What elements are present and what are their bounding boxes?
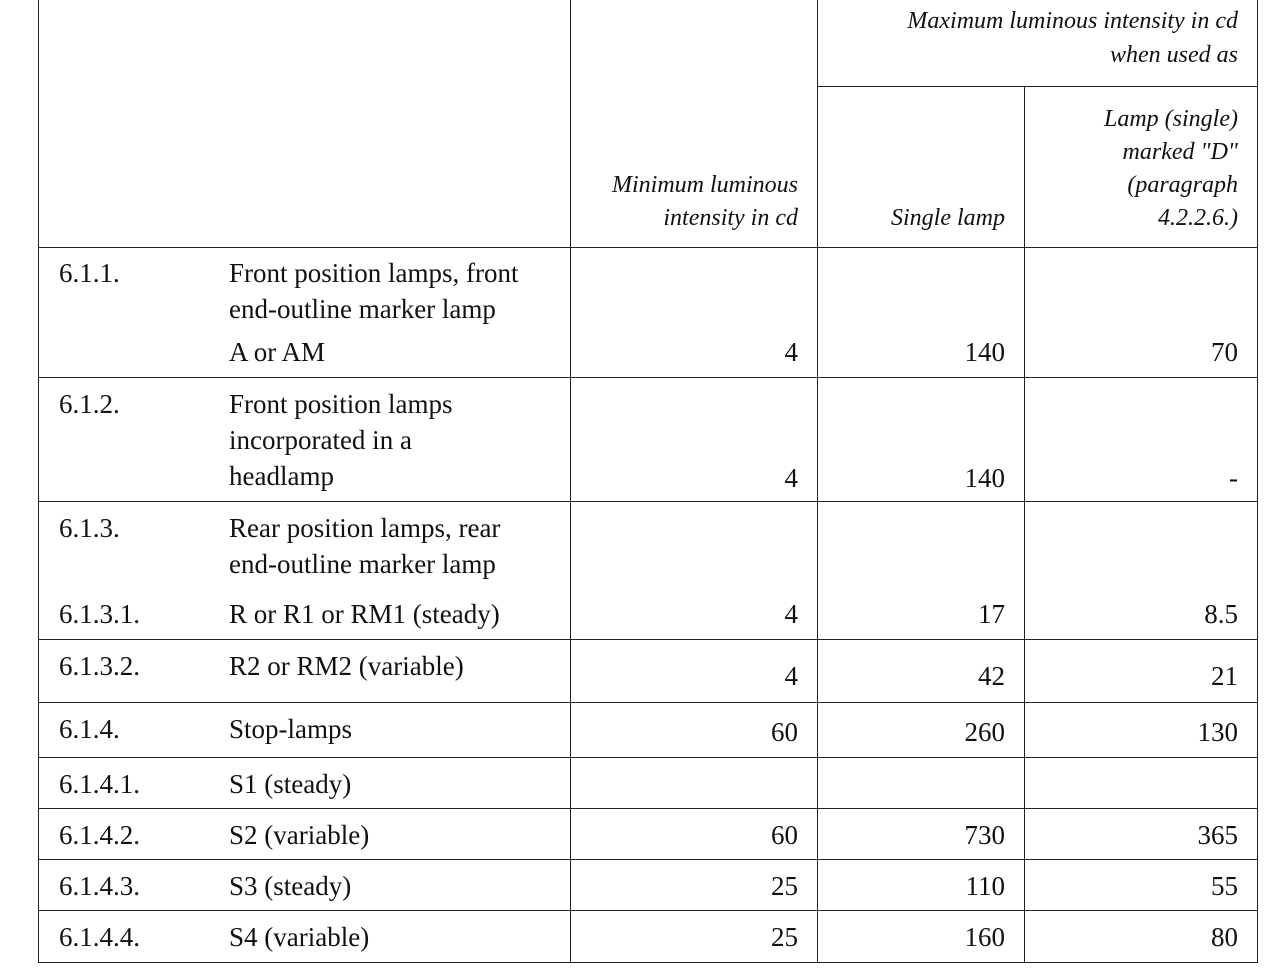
row-description: S1 (steady)	[229, 768, 352, 799]
min-cell	[571, 859, 818, 910]
single-cell	[818, 808, 1025, 859]
single-value: 730	[964, 819, 1005, 850]
row-description-cell	[39, 910, 571, 962]
luminous-intensity-table	[38, 0, 1258, 963]
lamp-d-cell	[1025, 639, 1258, 702]
row-description-cell	[39, 377, 571, 501]
desc-line: Front position lamps, front	[229, 257, 519, 288]
row-description	[229, 386, 569, 494]
lamp-d-cell	[1025, 859, 1258, 910]
min-value: 4	[784, 598, 798, 629]
single-lamp-label: Single lamp	[891, 204, 1005, 231]
min-value: 25	[771, 921, 798, 952]
row-sub-label: R or R1 or RM1 (steady)	[229, 598, 500, 629]
lamp-d-cell	[1025, 247, 1258, 377]
single-cell	[818, 247, 1025, 377]
min-header-line2: intensity in cd	[663, 204, 798, 231]
max-header-line2: when used as	[1110, 42, 1238, 68]
table-row	[39, 757, 1258, 808]
desc-line: end-outline marker lamp	[229, 293, 496, 324]
lamp-d-cell	[1025, 910, 1258, 962]
desc-line: Front position lamps	[229, 388, 453, 419]
min-cell	[571, 247, 818, 377]
single-cell	[818, 757, 1025, 808]
min-cell	[571, 702, 818, 757]
row-description-cell	[39, 501, 571, 639]
lamp-d-value: 8.5	[1204, 598, 1238, 629]
row-description	[229, 510, 569, 582]
single-value: 140	[964, 336, 1005, 367]
single-cell	[818, 859, 1025, 910]
header-row-1	[39, 0, 1258, 86]
single-value: 260	[964, 716, 1005, 747]
row-sub-label: A or AM	[229, 336, 326, 367]
table-row	[39, 702, 1258, 757]
lamp-d-cell	[1025, 501, 1258, 639]
lamp-d-cell	[1025, 702, 1258, 757]
single-value: 140	[964, 462, 1005, 493]
row-number: 6.1.4.3.	[59, 870, 140, 901]
row-number: 6.1.3.2.	[59, 650, 140, 681]
lampd-line3: (paragraph	[1127, 171, 1238, 198]
row-description	[229, 255, 569, 327]
min-cell	[571, 639, 818, 702]
row-description-cell	[39, 808, 571, 859]
table-row	[39, 639, 1258, 702]
min-intensity-header	[571, 0, 818, 247]
desc-line: Rear position lamps, rear	[229, 512, 501, 543]
desc-line: incorporated in a	[229, 424, 412, 455]
single-cell	[818, 702, 1025, 757]
row-number: 6.1.1.	[59, 257, 120, 288]
row-description: Stop-lamps	[229, 713, 353, 744]
row-description-cell	[39, 247, 571, 377]
row-number: 6.1.2.	[59, 388, 120, 419]
table-row	[39, 859, 1258, 910]
row-number: 6.1.4.1.	[59, 768, 140, 799]
row-description: S3 (steady)	[229, 870, 352, 901]
lamp-d-value: 55	[1211, 870, 1238, 901]
single-cell	[818, 639, 1025, 702]
single-cell	[818, 501, 1025, 639]
lampd-line1: Lamp (single)	[1104, 105, 1238, 132]
single-value: 160	[964, 921, 1005, 952]
row-description: R2 or RM2 (variable)	[229, 650, 464, 681]
desc-line: end-outline marker lamp	[229, 548, 496, 579]
row-number: 6.1.4.	[59, 713, 120, 744]
lamp-d-cell	[1025, 808, 1258, 859]
single-value: 42	[978, 660, 1005, 691]
single-cell	[818, 377, 1025, 501]
max-intensity-group-header	[818, 0, 1258, 86]
min-value: 4	[784, 660, 798, 691]
min-cell	[571, 910, 818, 962]
lamp-d-value: 70	[1211, 336, 1238, 367]
lamp-d-value: 80	[1211, 921, 1238, 952]
min-cell	[571, 501, 818, 639]
row-description: S2 (variable)	[229, 819, 370, 850]
lamp-d-value: 130	[1197, 716, 1238, 747]
row-description-cell	[39, 702, 571, 757]
min-value: 60	[771, 716, 798, 747]
min-cell	[571, 808, 818, 859]
min-value: 4	[784, 462, 798, 493]
single-value: 110	[965, 870, 1005, 901]
lampd-line4: 4.2.2.6.)	[1158, 204, 1238, 231]
table-row	[39, 910, 1258, 962]
lamp-d-cell	[1025, 377, 1258, 501]
row-number: 6.1.3.	[59, 512, 120, 543]
lamp-d-value: -	[1229, 462, 1238, 493]
row-description: S4 (variable)	[229, 921, 370, 952]
lampd-line2: marked "D"	[1122, 138, 1238, 165]
min-cell	[571, 757, 818, 808]
lamp-d-header	[1025, 86, 1258, 247]
desc-line: headlamp	[229, 460, 334, 491]
row-number: 6.1.4.4.	[59, 921, 140, 952]
row-number: 6.1.4.2.	[59, 819, 140, 850]
min-value: 4	[784, 336, 798, 367]
row-description-cell	[39, 757, 571, 808]
row-description-cell	[39, 639, 571, 702]
table-row	[39, 377, 1258, 501]
single-value: 17	[978, 598, 1005, 629]
min-cell	[571, 377, 818, 501]
single-cell	[818, 910, 1025, 962]
min-value: 60	[771, 819, 798, 850]
min-header-line1: Minimum luminous	[612, 171, 798, 198]
table-row	[39, 808, 1258, 859]
lamp-d-value: 365	[1197, 819, 1238, 850]
lamp-d-cell	[1025, 757, 1258, 808]
single-lamp-header	[818, 86, 1025, 247]
header-blank-cell	[39, 0, 571, 247]
min-value: 25	[771, 870, 798, 901]
lamp-d-value: 21	[1211, 660, 1238, 691]
table-row	[39, 247, 1258, 377]
table-row	[39, 501, 1258, 639]
max-header-line1: Maximum luminous intensity in cd	[907, 8, 1238, 34]
row-description-cell	[39, 859, 571, 910]
row-sub-number: 6.1.3.1.	[59, 598, 140, 629]
